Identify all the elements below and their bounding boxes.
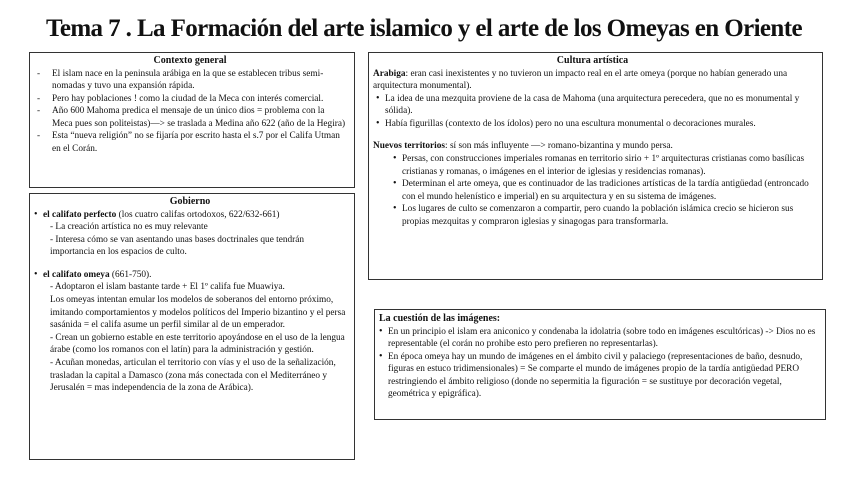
califato-omeya-line: - Acuñan monedas, articulan el territorio con vías y el uso de la señalización, trasladan la capital a Damasco (zona más conectada con el Mediterráneo y Jerusalén = mas independencia de la zona de Arábica). — [50, 358, 336, 394]
gobierno-heading: Gobierno — [169, 196, 211, 207]
arabiga-text: : eran casi inexistentes y no tuvieron un impacto real en el arte omeya (porque no habían generado una arquitectura monumental). — [373, 68, 788, 92]
imagenes-list — [379, 326, 819, 402]
cultura-artistica-box — [368, 52, 823, 280]
gobierno-box — [29, 193, 355, 460]
list-item: • La idea de una mezquita proviene de la casa de Mahoma (una arquitectura perecedera, que no es monumental y sólida). — [376, 93, 812, 118]
list-item: • Los lugares de culto se comenzaron a compartir, pero cuando la población islámica crecio se hicieron sus propias mezquitas y compraron iglesias y sinagogas para transformarla. — [393, 203, 812, 228]
cultura-heading: Cultura artística — [556, 55, 629, 66]
list-item: - Pero hay poblaciones ! como la ciudad de la Meca con interés comercial. — [34, 93, 346, 106]
contexto-heading: Contexto general — [153, 55, 227, 66]
list-item — [34, 269, 346, 395]
arabiga-paragraph — [373, 68, 812, 93]
nuevos-list — [393, 153, 812, 229]
gobierno-list-2 — [34, 269, 346, 395]
nuevos-label: Nuevos territorios — [373, 141, 446, 152]
list-item: - El islam nace en la peninsula arábiga en la que se establecen tribus semi-nomadas y tuvo una expansión rápida. — [34, 68, 346, 93]
califato-perfecto-line: - La creación artística no es muy relevante — [50, 222, 208, 233]
arabiga-label: Arabiga — [373, 68, 406, 79]
arabiga-list — [376, 93, 812, 131]
gobierno-list — [34, 209, 346, 259]
list-item — [34, 209, 346, 259]
list-item: - Esta “nueva religión” no se fijaría por escrito hasta el s.7 por el Califa Utman en el Corán. — [34, 130, 346, 155]
list-item: • Había figurillas (contexto de los ídolos) pero no una escultura monumental o decoraciones murales. — [376, 118, 812, 131]
califato-omeya-line: Los omeyas intentan emular los modelos de soberanos del entorno próximo, imitando comportamientos y modelos políticos del Imperio bizantino y el persa sasánida = el califa asume un perfil similar al de un emperador. — [50, 295, 346, 331]
imagenes-box — [374, 309, 826, 420]
nuevos-text: : sí son más influyente —> romano-bizantina y mundo persa. — [445, 141, 673, 152]
list-item: - Año 600 Mahoma predica el mensaje de un único dios = problema con la Meca pues son politeistas)—> se traslada a Medina año 622 (año de la Hegira) — [34, 105, 346, 130]
contexto-general-box — [29, 52, 355, 188]
imagenes-heading: La cuestión de las imágenes: — [379, 313, 501, 324]
list-item: • En un principio el islam era aniconico y condenaba la idolatria (sobre todo en imágenes escultóricas) -> Dios no es representable (el corán no prohibe esto pero prefieren no representarlas). — [379, 326, 819, 351]
list-item: • Persas, con construcciones imperiales romanas en territorio sirio + 1º arquitecturas cristianas como basílicas cristianas y romanas, o imágenes en el interior de iglesias y residencias romanas). — [393, 153, 812, 178]
page-title: Tema 7 . La Formación del arte islamico y el arte de los Omeyas en Oriente — [46, 15, 802, 42]
califato-omeya-line: - Crean un gobierno estable en este territorio apoyándose en el uso de la lengua árabe (como los romanos con el latín) para la administración y gestión. — [50, 332, 345, 356]
nuevos-territorios-paragraph — [373, 140, 812, 153]
califato-omeya-title: el califato omeya — [43, 269, 110, 280]
contexto-list — [34, 68, 346, 156]
califato-omeya-line: - Adoptaron el islam bastante tarde + El 1º califa fue Muawiya. — [50, 282, 285, 293]
califato-perfecto-detail: (los cuatro califas ortodoxos, 622/632-661) — [116, 209, 280, 220]
califato-perfecto-line: - Interesa cómo se van asentando unas bases doctrinales que tendrán importancia en los espacios de culto. — [50, 234, 305, 258]
list-item: • Determinan el arte omeya, que es continuador de las tradiciones artísticas de la tardía antigüedad (entroncado con el mundo helenístico e imperial) en su arquitectura y en su sistema de imágenes. — [393, 178, 812, 203]
list-item: • En época omeya hay un mundo de imágenes en el ámbito civil y palaciego (representaciones de baño, desnudo, figuras en estuco tridimensionales) = Se comparte el mundo de imágenes propio de la tardía antigüedad PERO restringiendo el ámbito religioso (donde no sepermitia la figuración = se sustituye por decoración vegetal, geométrica y epigráfica). — [379, 351, 819, 401]
califato-omeya-detail: (661-750). — [109, 269, 152, 280]
califato-perfecto-title: el califato perfecto — [43, 209, 117, 220]
